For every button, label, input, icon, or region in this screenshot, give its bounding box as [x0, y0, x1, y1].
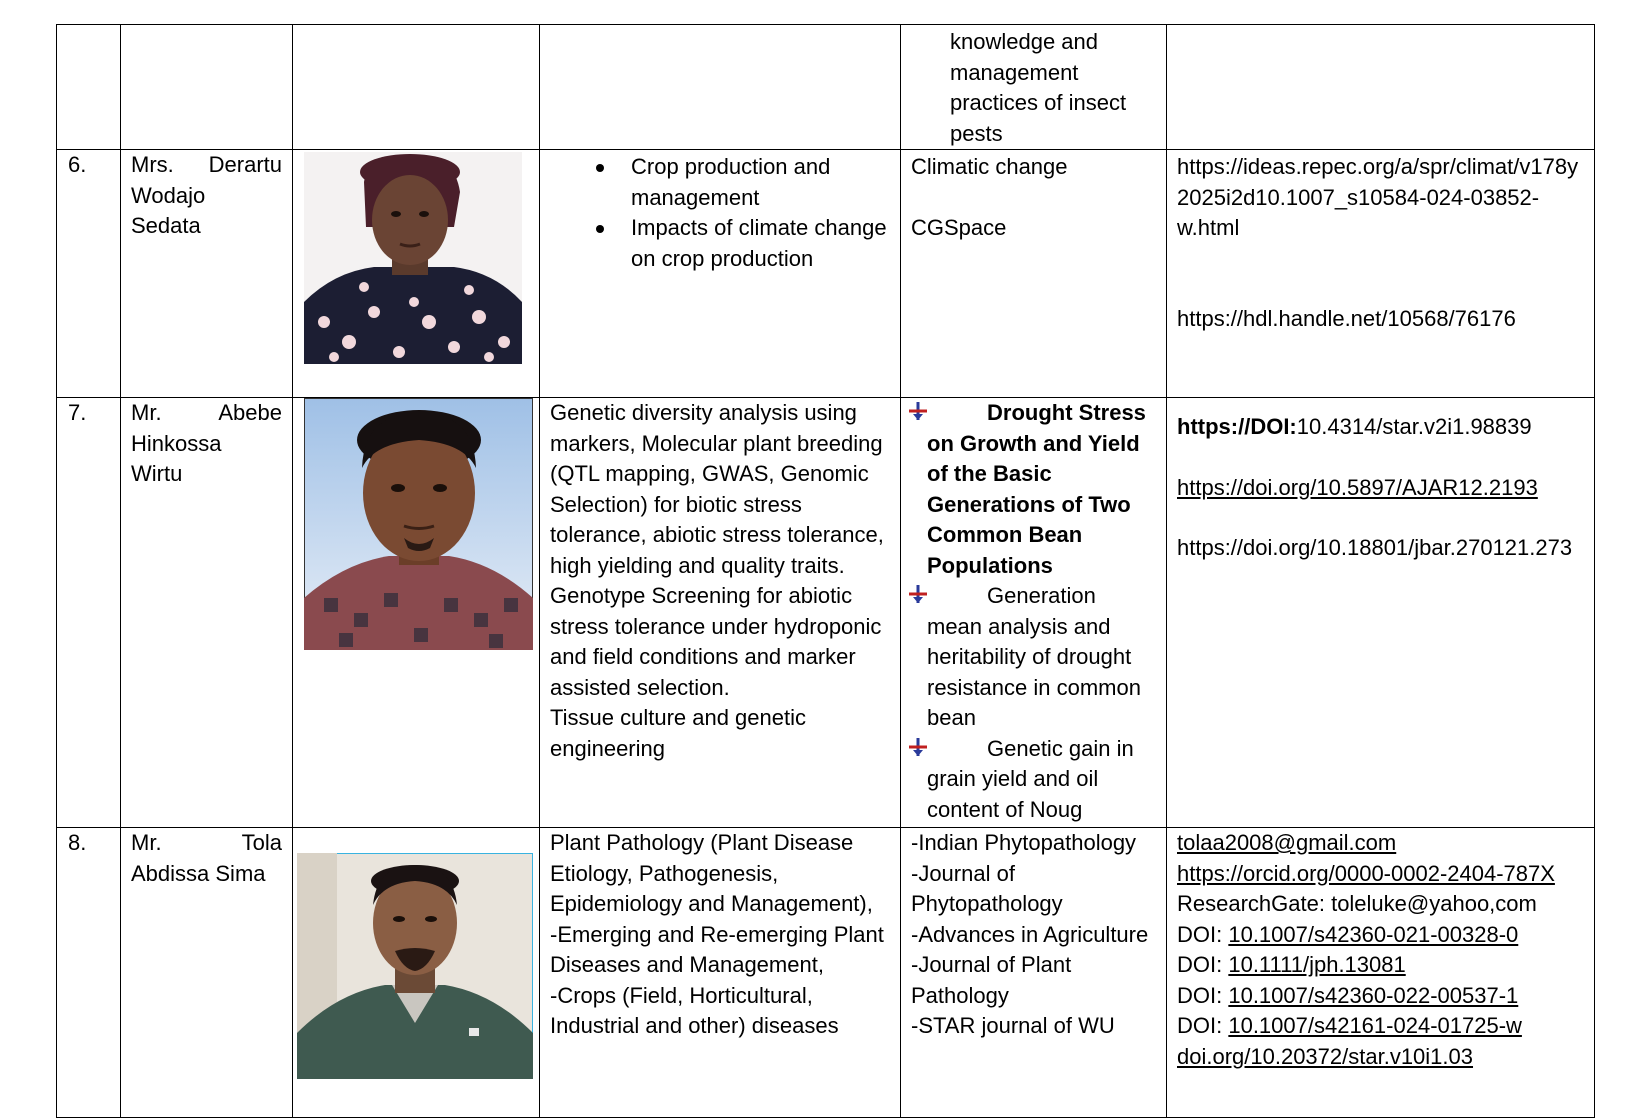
name-part: Hinkossa	[131, 430, 222, 456]
topics-cell	[901, 398, 1167, 828]
topic-line: Climatic change	[911, 154, 1068, 179]
specialization-list	[550, 152, 890, 274]
topic-line: knowledge and	[950, 29, 1099, 54]
photo-cell	[293, 828, 540, 1118]
links-cell	[1167, 25, 1595, 150]
topic-title: Genetic gain in grain yield and oil content of Noug	[927, 735, 1134, 822]
name-cell	[121, 398, 293, 828]
topics-cell	[901, 828, 1167, 1118]
specialization-paragraph: -Emerging and Re-emerging Plant Diseases and Management,	[550, 921, 884, 977]
name-title: Mrs.	[131, 152, 174, 177]
name-part: Wirtu	[131, 461, 183, 486]
arrow-bullet-icon	[909, 738, 927, 756]
table-row	[57, 150, 1595, 398]
researchgate-text: ResearchGate: toleluke@yahoo,com	[1177, 891, 1537, 916]
doi-link[interactable]: 10.1007/s42161-024-01725-w	[1228, 1013, 1522, 1038]
publication-link[interactable]: https://ideas.repec.org/a/spr/climat/v178y2025i2d10.1007_s10584-024-03852-w.html	[1177, 154, 1579, 240]
journal-item: -Advances in Agriculture	[911, 921, 1149, 947]
doi-line	[1177, 920, 1584, 951]
staff-table	[56, 24, 1595, 1118]
journal-item: -Journal of Plant Pathology	[911, 952, 1072, 1008]
specialization-cell	[540, 828, 901, 1118]
doi-link[interactable]: 10.1007/s42360-022-00537-1	[1228, 982, 1519, 1008]
links-cell	[1167, 828, 1595, 1118]
doi-label: DOI:	[1177, 982, 1229, 1008]
links-cell	[1167, 398, 1595, 828]
doi-link[interactable]: 10.1111/jph.13081	[1228, 952, 1406, 977]
topic-item	[919, 734, 1156, 826]
links-cell	[1167, 150, 1595, 398]
specialization-cell	[540, 150, 901, 398]
portrait-photo	[304, 398, 533, 650]
email-link[interactable]: tolaa2008@gmail.com	[1177, 830, 1397, 855]
topic-title: Drought Stress on Growth and Yield of the Basic Generations of Two Common Bean Populations	[927, 400, 1146, 578]
topic-line: pests	[950, 120, 1003, 146]
specialization-paragraph: Plant Pathology (Plant Disease Etiology, Pathogenesis, Epidemiology and Management),	[550, 830, 873, 916]
specialization-paragraph: Tissue culture and genetic engineering	[550, 705, 806, 761]
name-part: Abebe	[218, 400, 282, 425]
publication-link[interactable]: https://doi.org/10.18801/jbar.270121.273	[1177, 535, 1573, 560]
name-cell	[121, 25, 293, 150]
number-cell	[57, 25, 121, 150]
portrait-photo	[297, 853, 533, 1079]
doi-value: 10.4314/star.v2i1.98839	[1296, 414, 1532, 439]
doi-link[interactable]: doi.org/10.20372/star.v10i1.03	[1177, 1043, 1474, 1069]
doi-link[interactable]: 10.1007/s42360-021-00328-0	[1228, 921, 1519, 947]
doi-prefix: https://DOI:	[1177, 414, 1297, 439]
name-part: Sedata	[131, 213, 201, 238]
topics-cell	[901, 25, 1167, 150]
specialization-paragraph: Genotype Screening for abiotic stress tolerance under hydroponic and field conditions and marker assisted selection.	[550, 583, 882, 700]
topic-item	[919, 398, 1156, 581]
specialization-cell	[540, 398, 901, 828]
journal-item: -Indian Phytopathology	[911, 830, 1137, 855]
row-number: 8.	[57, 828, 121, 1118]
name-part: Abdissa Sima	[131, 860, 266, 886]
arrow-bullet-icon	[909, 402, 927, 420]
name-title: Mr.	[131, 830, 162, 855]
topic-line: practices of insect	[950, 90, 1127, 115]
table-row	[57, 828, 1595, 1118]
name-title: Mr.	[131, 400, 162, 425]
name-part: Derartu	[208, 152, 282, 177]
row-number: 7.	[57, 398, 121, 828]
topic-title: Generation mean analysis and heritability of drought resistance in common bean	[927, 583, 1141, 730]
doi-line	[1177, 1011, 1584, 1042]
doi-label: DOI:	[1177, 921, 1229, 947]
photo-cell	[293, 398, 540, 828]
topics-cell	[901, 150, 1167, 398]
arrow-bullet-icon	[909, 585, 927, 603]
topic-line: CGSpace	[911, 214, 1007, 240]
doi-label: DOI:	[1177, 952, 1229, 977]
name-cell	[121, 150, 293, 398]
topic-item	[919, 581, 1156, 734]
name-part: Wodajo	[131, 182, 206, 208]
publication-link[interactable]	[1177, 412, 1584, 443]
row-number: 6.	[57, 150, 121, 398]
photo-cell	[293, 25, 540, 150]
table-row	[57, 25, 1595, 150]
list-item: Impacts of climate change on crop production	[631, 213, 890, 274]
doi-line	[1177, 981, 1584, 1012]
portrait-photo	[304, 152, 522, 364]
photo-cell	[293, 150, 540, 398]
name-cell	[121, 828, 293, 1118]
table-row	[57, 398, 1595, 828]
orcid-link[interactable]: https://orcid.org/0000-0002-2404-787X	[1177, 860, 1555, 886]
name-part: Tola	[241, 830, 282, 855]
list-item: Crop production and management	[631, 152, 890, 213]
specialization-cell	[540, 25, 901, 150]
journal-item: -STAR journal of WU	[911, 1013, 1115, 1038]
specialization-paragraph: -Crops (Field, Horticultural, Industrial and other) diseases	[550, 982, 839, 1038]
topic-line: management	[950, 59, 1079, 85]
specialization-paragraph: Genetic diversity analysis using markers, Molecular plant breeding (QTL mapping, GWAS, Genomic Selection) for biotic stress tolerance, abiotic stress tolerance, high yielding and quality traits.	[550, 400, 884, 578]
publication-link[interactable]: https://hdl.handle.net/10568/76176	[1177, 305, 1516, 331]
doi-line	[1177, 950, 1584, 981]
publication-link[interactable]: https://doi.org/10.5897/AJAR12.2193	[1177, 474, 1538, 500]
journal-item: -Journal of Phytopathology	[911, 860, 1063, 916]
doi-label: DOI:	[1177, 1013, 1229, 1038]
